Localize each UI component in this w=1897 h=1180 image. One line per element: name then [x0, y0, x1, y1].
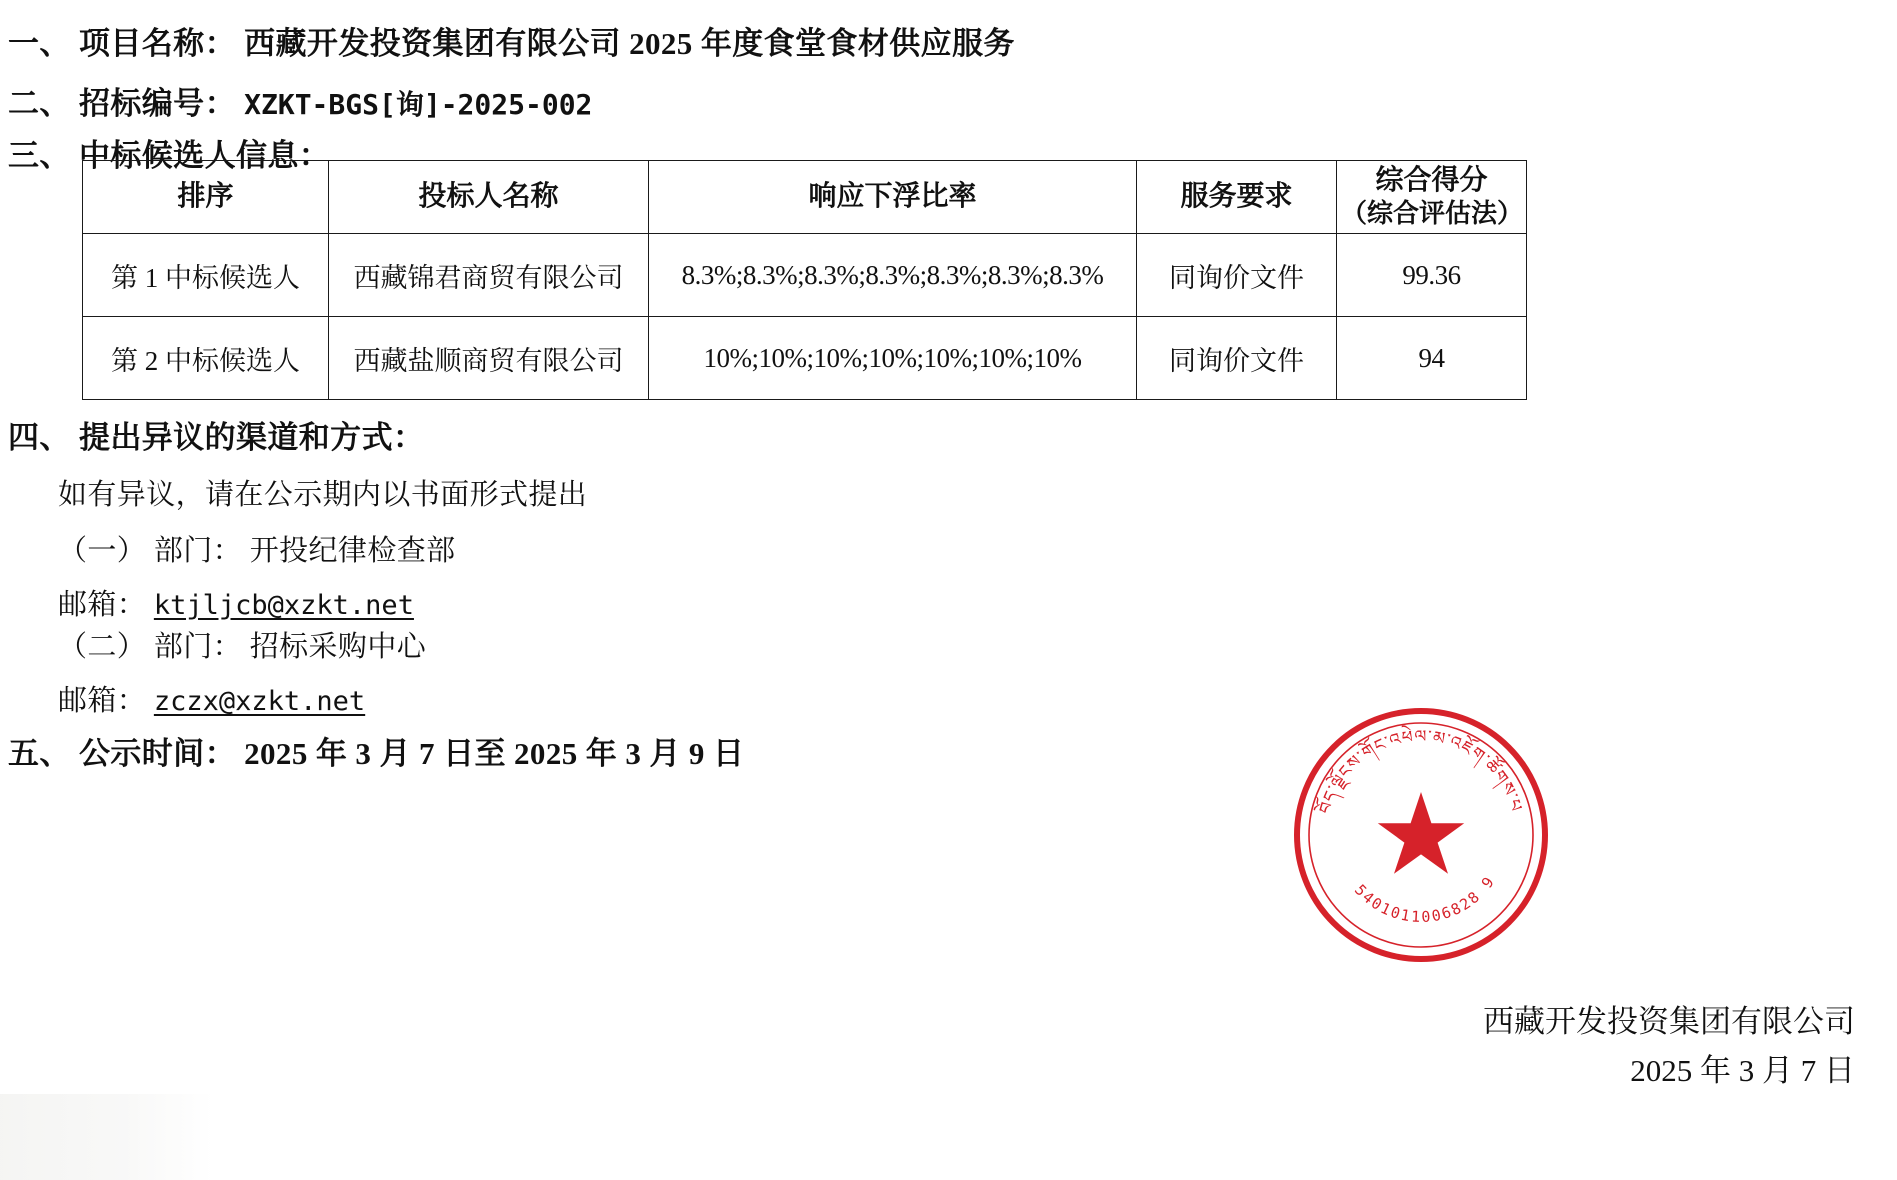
section-5-label: 公示时间：: [78, 736, 236, 771]
company-seal: [1292, 706, 1550, 964]
section-1-marker: 一、: [8, 26, 71, 61]
section-5-marker: 五、: [8, 736, 71, 771]
row2-service: 同询价文件: [1137, 317, 1337, 400]
channel-2-email-row: [58, 678, 365, 719]
row2-rate: 10%;10%;10%;10%;10%;10%;10%: [649, 317, 1137, 400]
candidate-table: [82, 160, 1527, 400]
signature-company: 西藏开发投资集团有限公司: [1483, 1003, 1855, 1039]
row1-rate: 8.3%;8.3%;8.3%;8.3%;8.3%;8.3%;8.3%: [649, 234, 1137, 317]
channel-2-dept: 招标采购中心: [249, 631, 427, 663]
channel-2-dept-label: 部门：: [153, 631, 243, 663]
table-header-score-sub: （综合评估法）: [1341, 199, 1524, 229]
objection-note: 如有异议，请在公示期内以书面形式提出: [58, 479, 588, 511]
channel-1-index: （一）: [58, 535, 147, 567]
row2-rank: 第 2 中标候选人: [83, 317, 329, 400]
table-row: [83, 234, 1527, 317]
section-1: [8, 18, 1015, 63]
section-2-marker: 二、: [8, 86, 71, 121]
section-3-label: 中标候选人信息：: [78, 138, 331, 173]
row1-rank: 第 1 中标候选人: [83, 234, 329, 317]
table-header-rank: 排序: [83, 161, 329, 234]
channel-2-email-label: 邮箱：: [58, 685, 147, 717]
section-2: [8, 78, 592, 123]
section-3-marker: 三、: [8, 138, 71, 173]
svg-text:5401011006828 9: 5401011006828 9: [1350, 872, 1499, 927]
channel-2: [58, 624, 426, 665]
table-header-service: 服务要求: [1137, 161, 1337, 234]
table-header-score: [1337, 161, 1527, 234]
row2-bidder: 西藏盐顺商贸有限公司: [329, 317, 649, 400]
channel-1-email[interactable]: ktjljcb@xzkt.net: [153, 590, 414, 621]
signature-date: 2025 年 3 月 7 日: [1630, 1053, 1855, 1089]
section-5-value: 2025 年 3 月 7 日至 2025 年 3 月 9 日: [244, 736, 745, 771]
section-2-value: XZKT-BGS[询]-2025-002: [244, 88, 593, 121]
table-header-rate: 响应下浮比率: [649, 161, 1137, 234]
section-4-label: 提出异议的渠道和方式：: [78, 420, 425, 455]
channel-2-email[interactable]: zczx@xzkt.net: [153, 686, 366, 717]
row1-service: 同询价文件: [1137, 234, 1337, 317]
channel-1-dept-label: 部门：: [153, 535, 243, 567]
section-2-label: 招标编号：: [78, 86, 236, 121]
section-5: [8, 728, 744, 773]
row1-score: 99.36: [1337, 234, 1527, 317]
svg-text:བོད་ལྗོངས་གོང་འཕེལ་མ་འཇོག་ཚོགས: བོད་ལྗོངས་གོང་འཕེལ་མ་འཇོག་ཚོགས་པ: [1315, 726, 1526, 817]
table-row: [83, 317, 1527, 400]
channel-2-index: （二）: [58, 631, 147, 663]
section-1-label: 项目名称：: [78, 26, 236, 61]
table-header-row: [83, 161, 1527, 234]
scan-edge-artifact: [0, 1094, 214, 1180]
signature-block: [1483, 997, 1855, 1096]
row2-score: 94: [1337, 317, 1527, 400]
section-4: [8, 412, 424, 457]
row1-bidder: 西藏锦君商贸有限公司: [329, 234, 649, 317]
channel-1-email-row: [58, 582, 414, 623]
channel-1: [58, 528, 456, 569]
channel-1-email-label: 邮箱：: [58, 589, 147, 621]
section-1-value: 西藏开发投资集团有限公司 2025 年度食堂食材供应服务: [244, 26, 1015, 61]
channel-1-dept: 开投纪律检查部: [249, 535, 456, 567]
table-header-score-main: 综合得分: [1375, 165, 1488, 197]
section-4-marker: 四、: [8, 420, 71, 455]
table-header-bidder: 投标人名称: [329, 161, 649, 234]
